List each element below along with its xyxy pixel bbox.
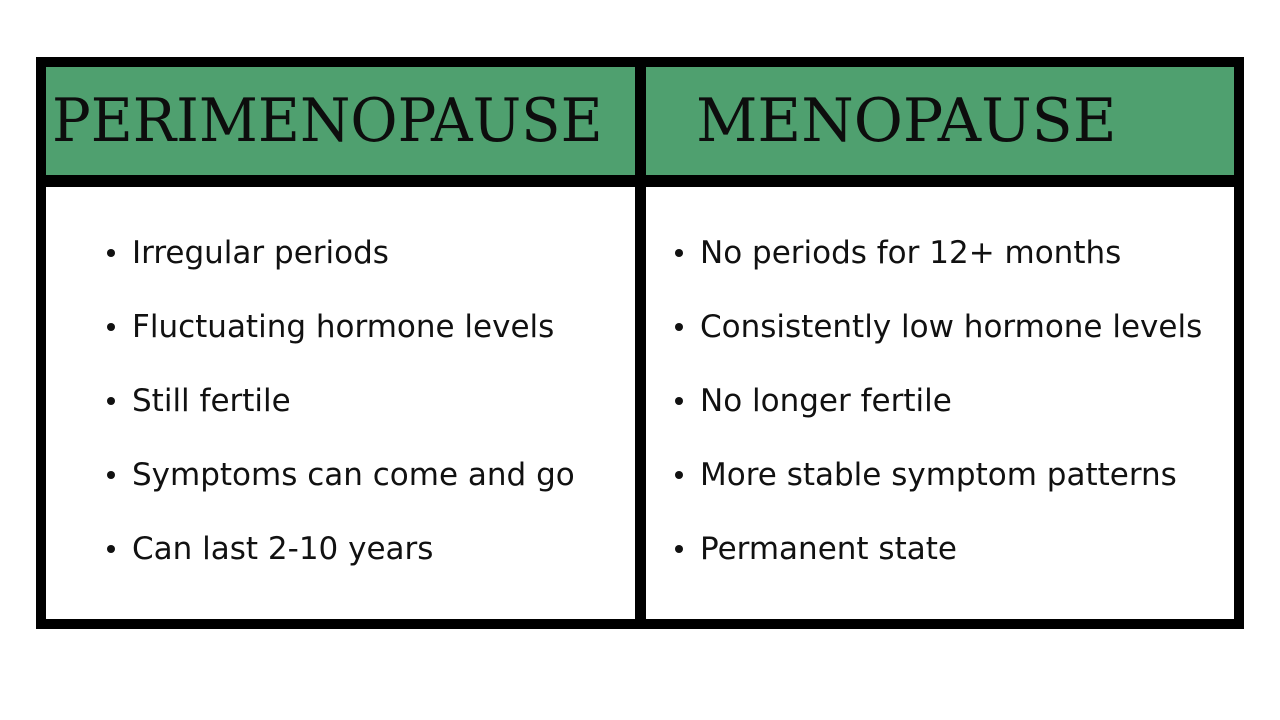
perimenopause-list [46,234,635,604]
bullet-icon [675,323,683,331]
list-item [646,382,1234,456]
bullet-icon [107,471,115,479]
bullet-icon [675,249,683,257]
list-item-text: More stable symptom patterns [700,457,1177,493]
list-item [46,382,635,456]
list-item [46,456,635,530]
list-item-text: No longer fertile [700,383,952,419]
list-item-text: Fluctuating hormone levels [132,309,555,345]
bullet-icon [107,545,115,553]
list-item-text: Can last 2-10 years [132,531,434,567]
menopause-body-cell [646,187,1234,619]
list-item-text: Symptoms can come and go [132,457,575,493]
list-item-text: Permanent state [700,531,957,567]
list-item-text: Still fertile [132,383,291,419]
list-item-text: No periods for 12+ months [700,235,1122,271]
bullet-icon [107,323,115,331]
list-item [646,308,1234,382]
comparison-table [36,57,1244,629]
perimenopause-header: PERIMENOPAUSE [52,86,603,156]
list-item [646,530,1234,604]
menopause-header: MENOPAUSE [696,86,1117,156]
bullet-icon [675,471,683,479]
perimenopause-body-cell [46,187,635,619]
perimenopause-header-cell [46,67,635,175]
list-item-text: Consistently low hormone levels [700,309,1203,345]
menopause-header-cell [646,67,1234,175]
bullet-icon [675,397,683,405]
list-item-text: Irregular periods [132,235,389,271]
list-item [46,234,635,308]
list-item [646,234,1234,308]
list-item [46,308,635,382]
bullet-icon [675,545,683,553]
list-item [646,456,1234,530]
list-item [46,530,635,604]
bullet-icon [107,397,115,405]
menopause-list [646,234,1234,604]
bullet-icon [107,249,115,257]
